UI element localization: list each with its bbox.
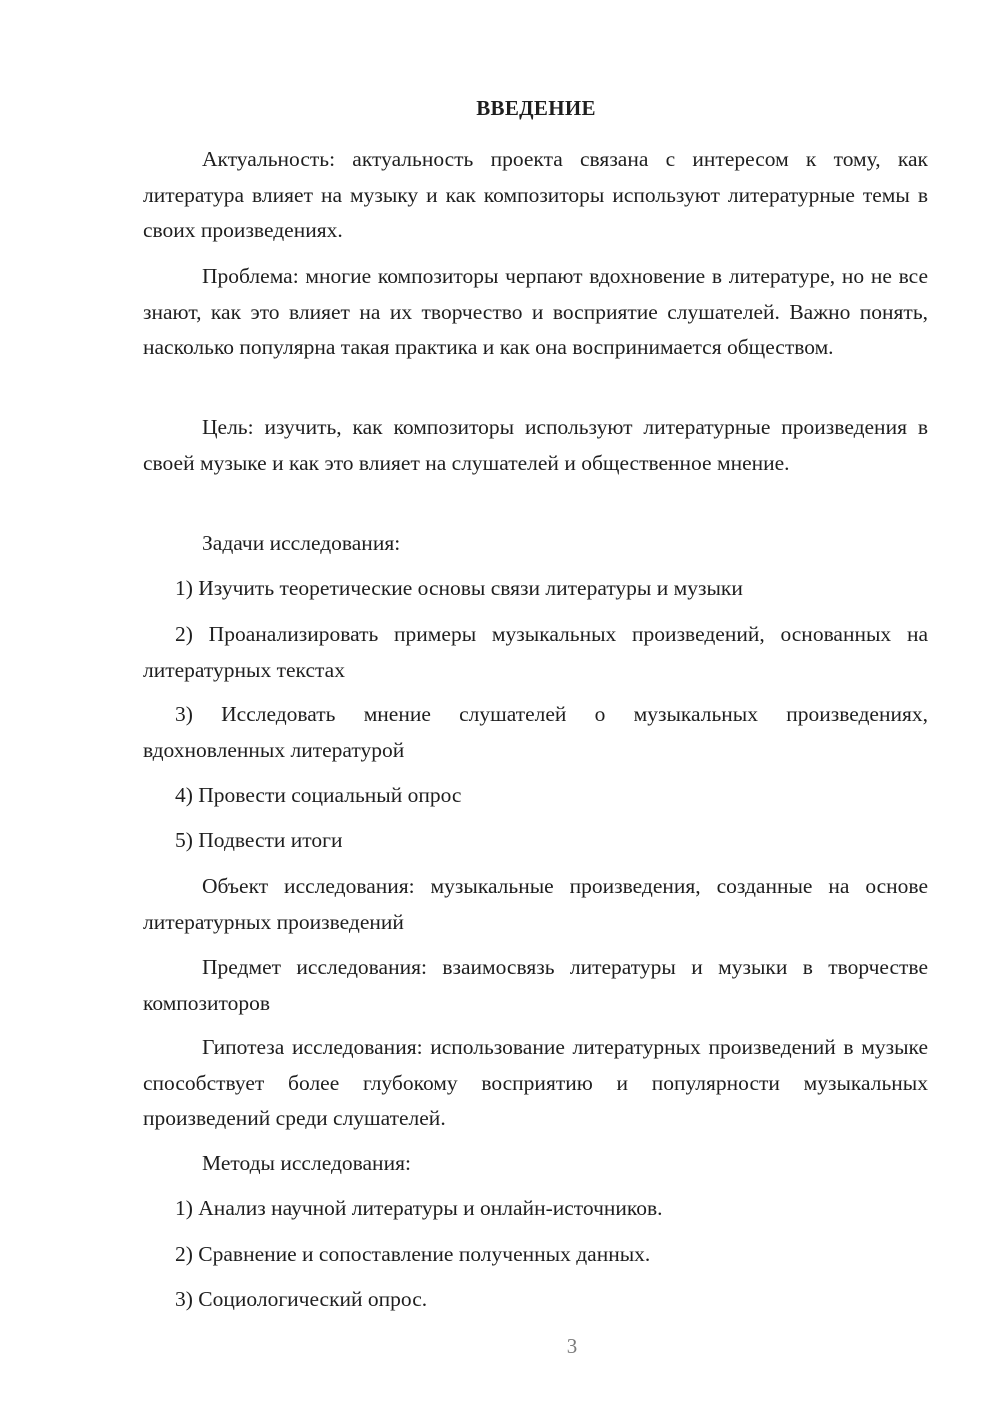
task-item-4: 4) Провести социальный опрос (175, 783, 462, 807)
hypothesis-paragraph: Гипотеза исследования: использование литературных произведений в музыке способствует более глубокому восприятию и популярности музыкальных произведений среди слушателей. (143, 1035, 928, 1130)
goal-paragraph: Цель: изучить, как композиторы используют литературные произведения в своей музыке и как это влияет на слушателей и общественное мнение. (143, 415, 928, 475)
task-item-1: 1) Изучить теоретические основы связи литературы и музыки (175, 576, 743, 600)
methods-heading: Методы исследования: (202, 1151, 411, 1175)
method-item-2: 2) Сравнение и сопоставление полученных данных. (175, 1242, 651, 1266)
relevance-paragraph: Актуальность: актуальность проекта связана с интересом к тому, как литература влияет на музыку и как композиторы используют литературные темы в своих произведениях. (143, 147, 928, 242)
tasks-heading: Задачи исследования: (202, 531, 401, 555)
subject-paragraph: Предмет исследования: взаимосвязь литературы и музыки в творчестве композиторов (143, 955, 928, 1015)
object-paragraph: Объект исследования: музыкальные произведения, созданные на основе литературных произведений (143, 874, 928, 934)
task-item-5: 5) Подвести итоги (175, 828, 343, 852)
method-item-1: 1) Анализ научной литературы и онлайн-источников. (175, 1196, 663, 1220)
method-item-3: 3) Социологический опрос. (175, 1287, 428, 1311)
task-item-3: 3) Исследовать мнение слушателей о музыкальных произведениях, вдохновленных литературой (143, 702, 928, 762)
problem-paragraph: Проблема: многие композиторы черпают вдохновение в литературе, но не все знают, как это влияет на их творчество и восприятие слушателей. Важно понять, насколько популярна такая практика и как она воспринимается обществом. (143, 264, 928, 359)
page-number: 3 (566, 1334, 578, 1358)
page-title: ВВЕДЕНИЕ (476, 96, 596, 120)
task-item-2: 2) Проанализировать примеры музыкальных произведений, основанных на литературных текстах (143, 622, 928, 682)
